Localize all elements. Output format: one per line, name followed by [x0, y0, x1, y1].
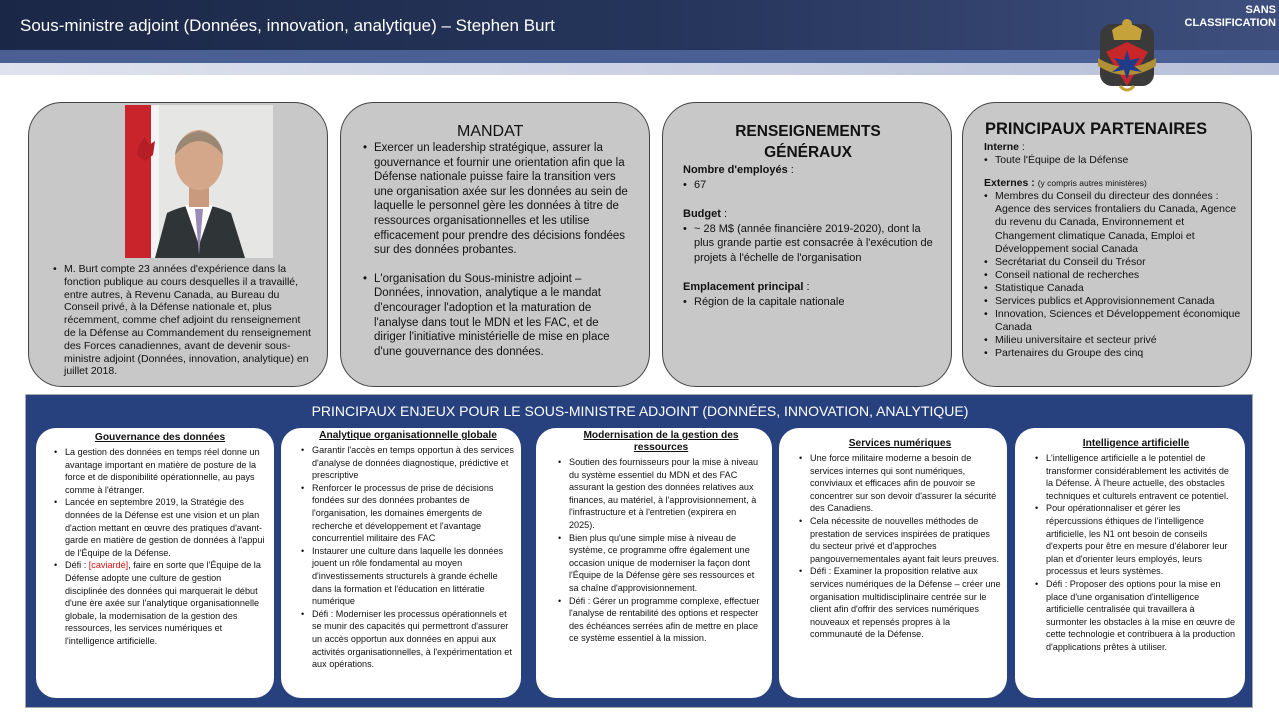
list-item: • Défi : Moderniser les processus opérationnels et se munir des capacités qui permettront d'assurer un accès opportun aux données en appui aux activités organisationnelles, à l'expérimentation et aux opérations.	[301, 608, 515, 671]
list-item: • Soutien des fournisseurs pour la mise à niveau du système essentiel du MDN et des FAC assurant la gestion des données relatives aux finances, au matériel, à l'approvisionnement, à l'infrastructure et à l'entretien (expirera en 2025).	[558, 456, 764, 532]
caf-crest-icon	[1090, 12, 1164, 96]
issue-card-list	[558, 456, 764, 645]
header-bar	[0, 0, 1279, 50]
employees-value: • 67	[683, 178, 938, 193]
general-info-panel	[662, 102, 952, 387]
key-issues-section	[25, 394, 1253, 708]
list-item: • Conseil national de recherches	[984, 269, 1246, 282]
external-list	[984, 190, 1246, 360]
general-info-title: RENSEIGNEMENTS GÉNÉRAUX	[735, 123, 881, 161]
biography-panel	[28, 102, 328, 387]
internal-heading: Interne :	[984, 141, 1025, 153]
mandate-list	[363, 141, 629, 359]
issue-card-title: Services numériques	[848, 438, 952, 449]
list-item: • Exercer un leadership stratégique, assurer la gouvernance et fournir une orientation afin que la Défense nationale puisse faire la transition vers une organisation axée sur les données au sein de laquelle le personnel gère les données à titre de ressources organisationnelles et les utilise efficacement pour prendre des décisions fondées sur des données probantes.	[363, 141, 629, 258]
list-item: • Bien plus qu'une simple mise à niveau de système, ce programme offre également une occasion unique de moderniser la façon dont l'Équipe de la Défense gère ses ressources et sa chaîne d'approvisionnement.	[558, 532, 764, 595]
issue-card-list	[54, 446, 266, 648]
budget-heading: Budget :	[683, 208, 728, 220]
external-heading: Externes : (y compris autres ministères)	[984, 177, 1147, 190]
list-item: • Toute l'Équipe de la Défense	[984, 154, 1246, 167]
list-item: • La gestion des données en temps réel donne un avantage important en matière de posture de la force et de disponibilité opérationnelle, au pays comme à l'étranger.	[54, 446, 266, 496]
list-item: • Partenaires du Groupe des cinq	[984, 347, 1246, 360]
key-issues-title: PRINCIPAUX ENJEUX POUR LE SOUS-MINISTRE ADJOINT (DONNÉES, INNOVATION, ANALYTIQUE)	[311, 403, 969, 419]
list-item: • Services publics et Approvisionnement Canada	[984, 295, 1246, 308]
location-value: • Région de la capitale nationale	[683, 295, 938, 310]
list-item: • Statistique Canada	[984, 282, 1246, 295]
issue-card-list	[1035, 452, 1237, 654]
list-item: • Innovation, Sciences et Développement économique Canada	[984, 308, 1246, 334]
list-item: • Pour opérationnaliser et gérer les répercussions éthiques de l'intelligence artificielle, les N1 ont besoin de conseils d'experts pour être en mesure d'élaborer leur plan et d'orienter leurs employés, leurs processus et leurs systèmes.	[1035, 502, 1237, 578]
list-item: • Membres du Conseil du directeur des données : Agence des services frontaliers du Canada, Agence du revenu du Canada, Environnement et Changement climatique Canada, Emploi et Développement social Canada	[984, 190, 1246, 255]
issue-card-title: Gouvernance des données	[94, 432, 226, 443]
list-item: • Renforcer le processus de prise de décisions fondées sur des données probantes de l'organisation, les domaines émergents de recherche et développement et l'avantage concurrentiel militaire des FAC	[301, 482, 515, 545]
general-info-body	[683, 163, 938, 309]
issue-card-artificial-intelligence	[1015, 428, 1245, 698]
issue-card-analytics	[281, 428, 521, 698]
issue-card-title: Modernisation de la gestion des ressources	[583, 430, 739, 453]
issue-card-title: Intelligence artificielle	[1082, 438, 1190, 449]
portrait-photo	[125, 105, 273, 258]
list-item: • Défi : [caviardé], faire en sorte que l'Équipe de la Défense adopte une culture de gestion disciplinée des données qui marquerait le début d'une ère axée sur l'analytique organisationnelle globale, la modernisation de la gestion des ressources, les services numériques et l'intelligence artificielle.	[54, 559, 266, 647]
header-band-light	[0, 63, 1279, 75]
list-item: • Défi : Proposer des options pour la mise en place d'une organisation d'intelligence artificielle centralisée qui travaillera à surmonter les obstacles à la mise en œuvre de cette technologie et contribuera à la production d'applications prêtes à utiliser.	[1035, 578, 1237, 654]
list-item: • Défi : Examiner la proposition relative aux services numériques de la Défense – créer une organisation multidisciplinaire centrée sur le client afin d'offrir des services numériques nouveaux et repensés propres à la communauté de la Défense.	[799, 565, 1001, 641]
header-band	[0, 50, 1279, 63]
list-item: • Défi : Gérer un programme complexe, effectuer l'analyse de rentabilité des options et respecter des échéances serrées afin de mettre en place ce système essentiel à la mission.	[558, 595, 764, 645]
list-item: • M. Burt compte 23 années d'expérience dans la fonction publique au cours desquelles il a travaillé, entre autres, à Revenu Canada, au Bureau du Conseil privé, à la Défense nationale et, plus récemment, comme chef adjoint du renseignement de la Défense au Commandement du renseignement des Forces canadiennes, avant de devenir sous-ministre adjoint (Données, innovation, analytique) en juillet 2018.	[53, 263, 313, 378]
page-title: Sous-ministre adjoint (Données, innovation, analytique) – Stephen Burt	[20, 16, 555, 35]
partners-panel	[962, 102, 1252, 387]
list-item: • Garantir l'accès en temps opportun à des services d'analyse de données diagnostique, prédictive et prescriptive	[301, 444, 515, 482]
issue-card-title: Analytique organisationnelle globale	[319, 430, 497, 441]
issue-card-data-governance	[36, 428, 274, 698]
internal-list	[984, 154, 1246, 167]
list-item: • Une force militaire moderne a besoin de services internes qui sont numériques, conviviaux et efficaces afin de pouvoir se concentrer sur son devoir d'assurer la sécurité des Canadiens.	[799, 452, 1001, 515]
list-item: • Secrétariat du Conseil du Trésor	[984, 256, 1246, 269]
location-heading: Emplacement principal :	[683, 281, 810, 293]
mandate-title: MANDAT	[457, 123, 524, 140]
mandate-panel	[340, 102, 650, 387]
issue-card-list	[301, 444, 515, 671]
issue-card-list	[799, 452, 1001, 641]
issue-card-resource-management	[536, 428, 772, 698]
list-item: • Milieu universitaire et secteur privé	[984, 334, 1246, 347]
biography-list	[53, 263, 313, 378]
list-item: • L'organisation du Sous-ministre adjoint – Données, innovation, analytique a le mandat d'encourager l'adoption et la maturation de l'analyse dans tout le MDN et les FAC, et de diriger l'initiative ministérielle de mise en place d'une gouvernance des données.	[363, 272, 629, 360]
partners-title: PRINCIPAUX PARTENAIRES	[985, 120, 1208, 138]
budget-value: • ~ 28 M$ (année financière 2019-2020), dont la plus grande partie est consacrée à l'exécution de projets à l'échelle de l'organisation	[683, 222, 938, 266]
issue-card-digital-services	[779, 428, 1007, 698]
redacted-text: [caviardé]	[88, 560, 129, 571]
list-item: • Lancée en septembre 2019, la Stratégie des données de la Défense est une vision et un plan d'action mettant en œuvre des pratiques d'avant-garde en matière de gestion de données à l'appui de l'Équipe de la Défense.	[54, 496, 266, 559]
list-item: • Instaurer une culture dans laquelle les données jouent un rôle fondamental au moyen d'investissements structurels à grande échelle dans la formation et l'éducation en littératie numérique	[301, 545, 515, 608]
employees-heading: Nombre d'employés :	[683, 164, 794, 176]
classification-label: SANS CLASSIFICATION	[1184, 4, 1276, 29]
partners-body	[984, 141, 1246, 361]
list-item: • Cela nécessite de nouvelles méthodes de prestation de services inspirées de pratiques du secteur privé et d'approches pangouvernementales ayant fait leurs preuves.	[799, 515, 1001, 565]
list-item: • L'intelligence artificielle a le potentiel de transformer considérablement les activités de la Défense. À l'heure actuelle, des obstacles techniques et culturels entravent ce potentiel.	[1035, 452, 1237, 502]
